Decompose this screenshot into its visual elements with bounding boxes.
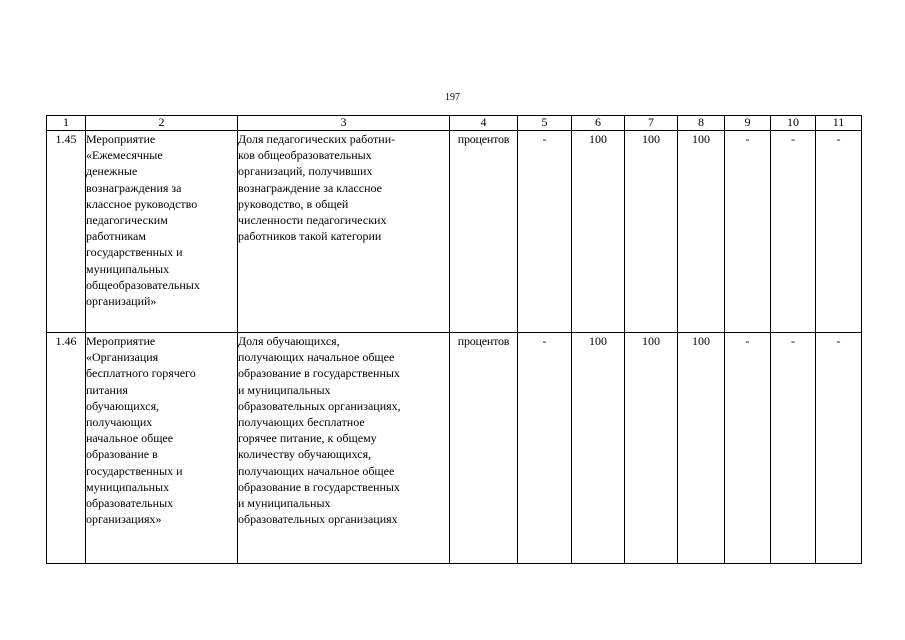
header-cell: 9 [725, 116, 771, 131]
value-cell-7: 100 [625, 131, 678, 333]
header-cell: 4 [450, 116, 518, 131]
value-cell-8: 100 [678, 333, 725, 564]
value-cell-11: - [816, 131, 862, 333]
indicator-cell: Доля педагогических работни- ков общеобразовательных организаций, получивших вознаграждение за классное руководство, в общей численности педагогических работников такой категории [238, 131, 450, 333]
row-number-cell: 1.46 [47, 333, 86, 564]
value-cell-5: - [518, 131, 572, 333]
header-cell: 3 [238, 116, 450, 131]
value-cell-5: - [518, 333, 572, 564]
header-cell: 1 [47, 116, 86, 131]
page-number: 197 [445, 92, 460, 103]
event-cell: Мероприятие «Организация бесплатного горячего питания обучающихся, получающих начальное общее образование в государственных и муниципальных образовательных организациях» [86, 333, 238, 564]
value-cell-7: 100 [625, 333, 678, 564]
header-cell: 11 [816, 116, 862, 131]
value-cell-8: 100 [678, 131, 725, 333]
value-cell-6: 100 [572, 333, 625, 564]
table-row [47, 333, 862, 564]
indicators-table [46, 115, 862, 564]
value-cell-10: - [771, 131, 816, 333]
table-row [47, 131, 862, 333]
event-cell: Мероприятие «Ежемесячные денежные вознаграждения за классное руководство педагогическим работникам государственных и муниципальных общеобразовательных организаций» [86, 131, 238, 333]
indicator-cell: Доля обучающихся, получающих начальное общее образование в государственных и муниципальных образовательных организациях, получающих бесплатное горячее питание, к общему количеству обучающихся, получающих начальное общее образование в государственных и муниципальных образовательных организациях [238, 333, 450, 564]
header-cell: 2 [86, 116, 238, 131]
unit-cell: процентов [450, 131, 518, 333]
table-header-row [47, 116, 862, 131]
header-cell: 7 [625, 116, 678, 131]
row-number-cell: 1.45 [47, 131, 86, 333]
value-cell-10: - [771, 333, 816, 564]
header-cell: 8 [678, 116, 725, 131]
header-cell: 10 [771, 116, 816, 131]
value-cell-6: 100 [572, 131, 625, 333]
header-cell: 5 [518, 116, 572, 131]
value-cell-11: - [816, 333, 862, 564]
header-cell: 6 [572, 116, 625, 131]
value-cell-9: - [725, 333, 771, 564]
value-cell-9: - [725, 131, 771, 333]
unit-cell: процентов [450, 333, 518, 564]
